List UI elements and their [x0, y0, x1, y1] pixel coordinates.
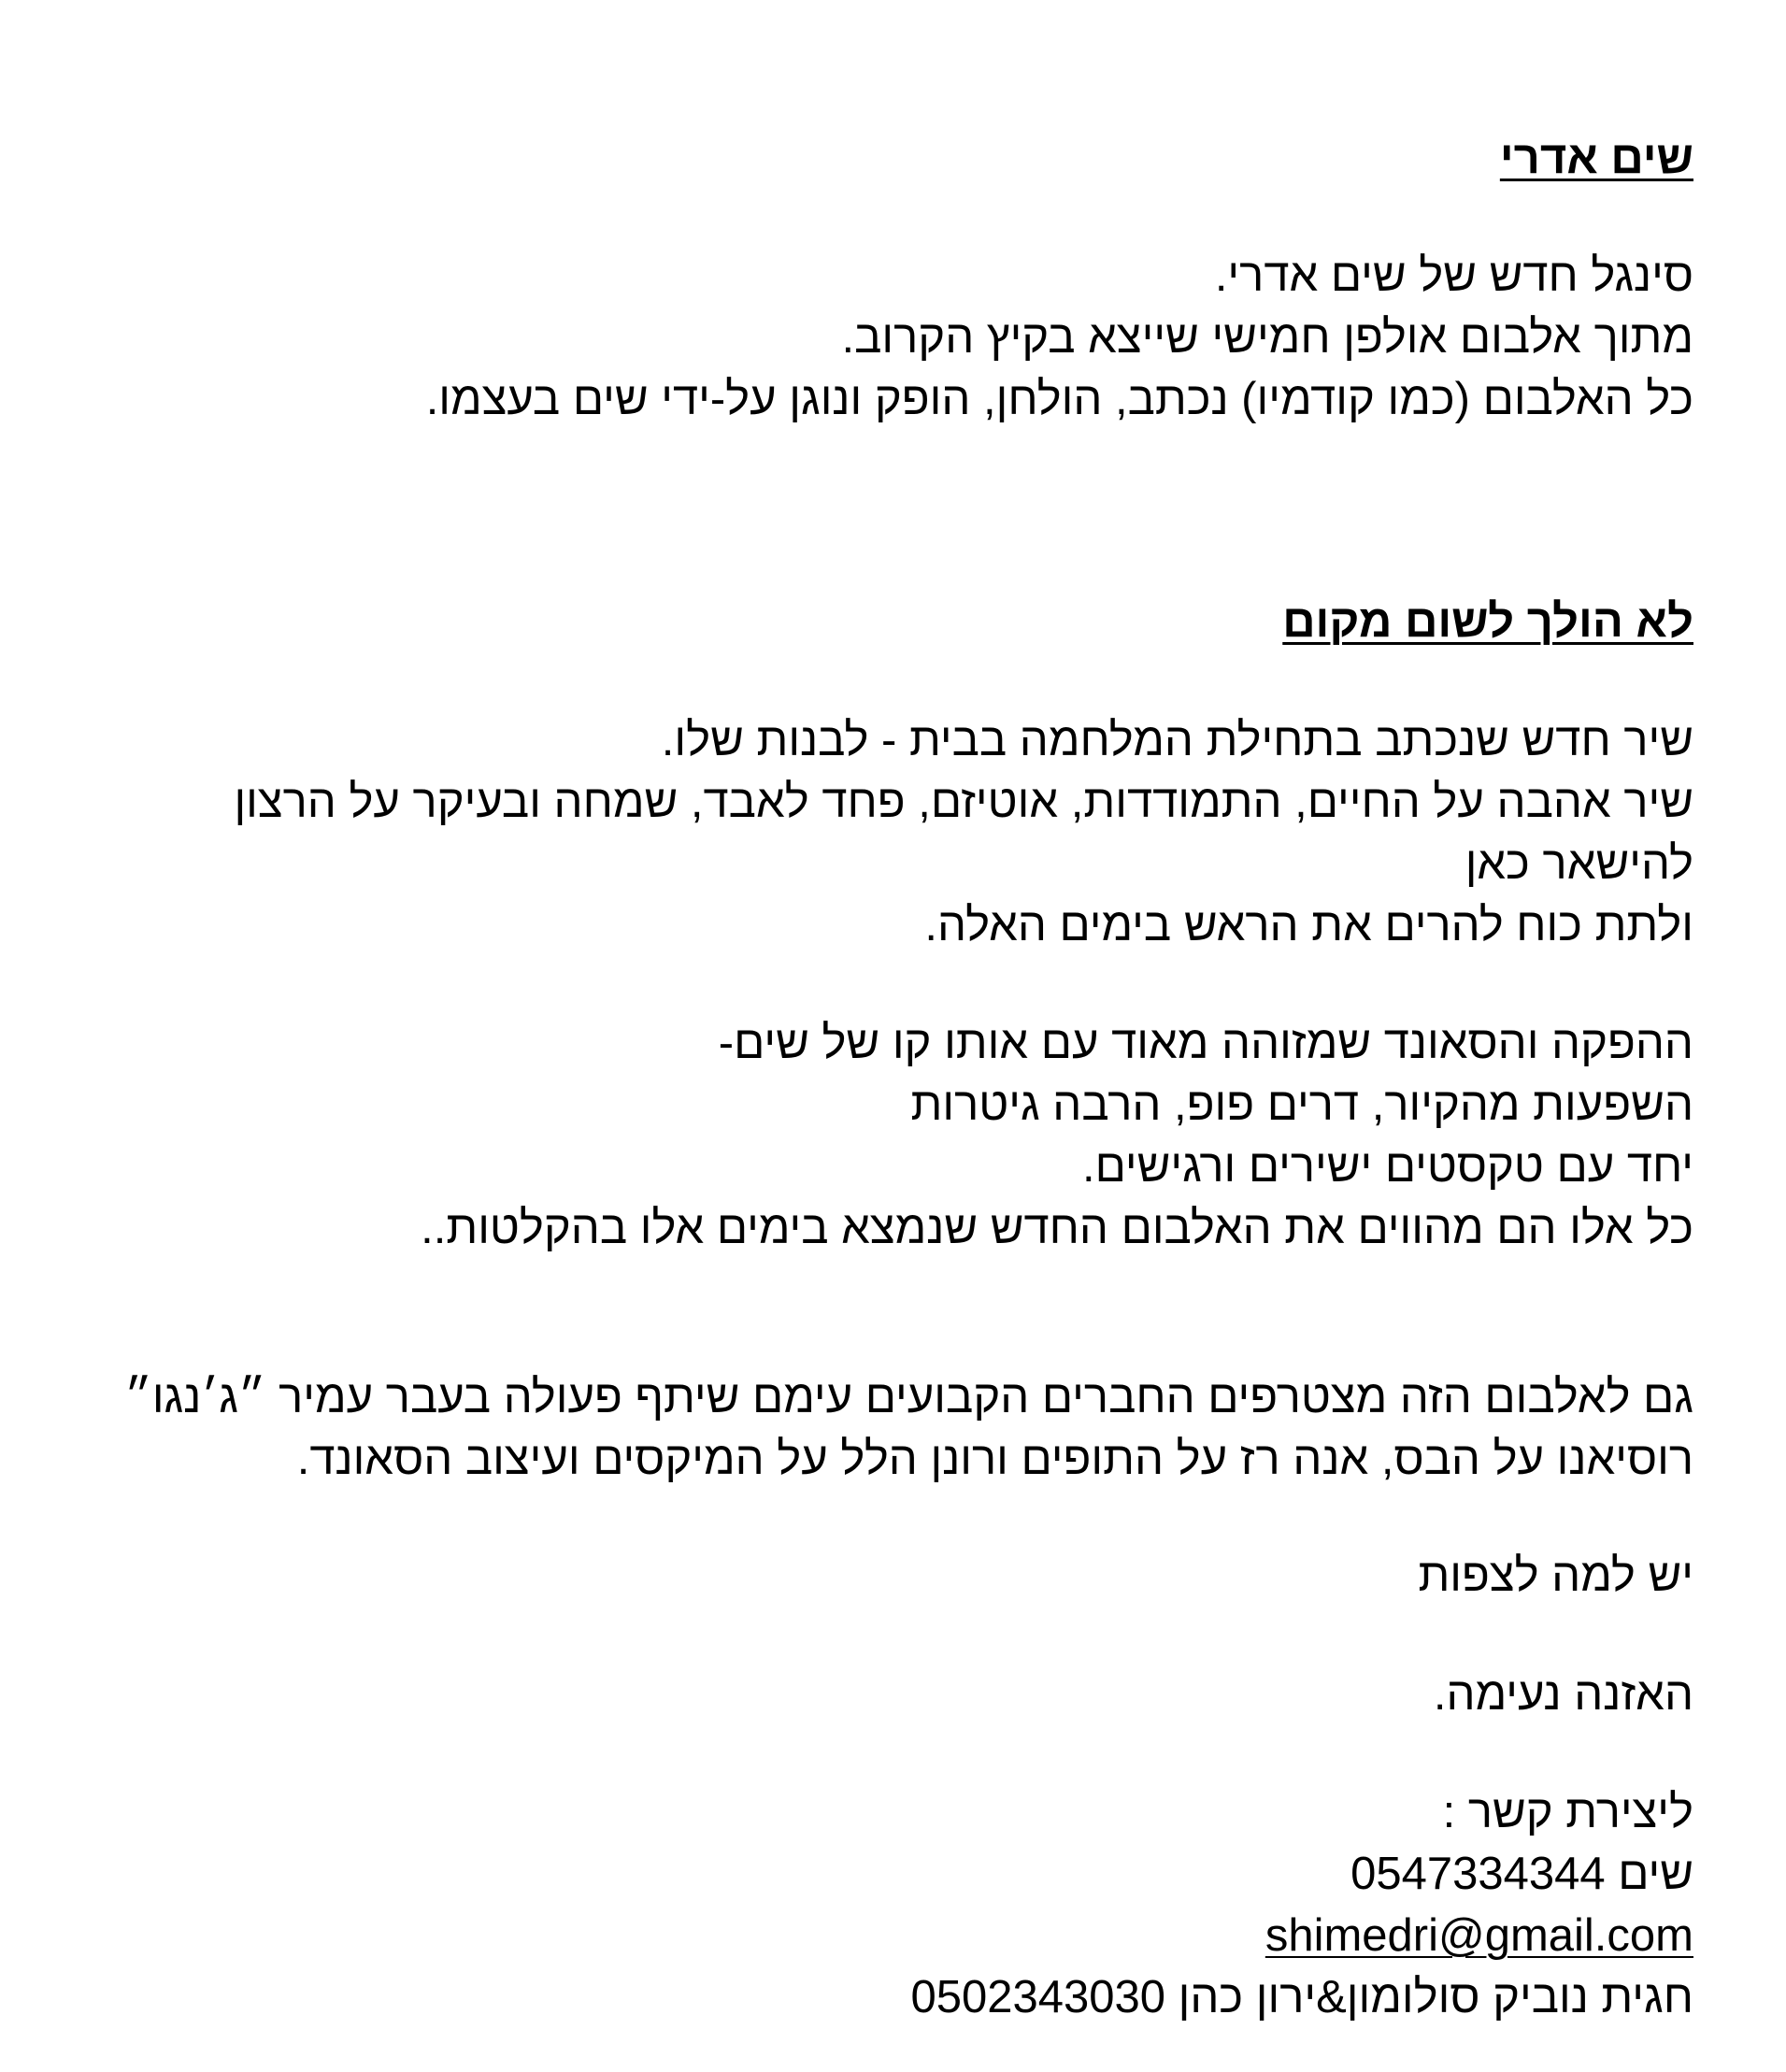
description-line: שיר אהבה על החיים, התמודדות, אוטיזם, פחד לאבד, שמחה ובעיקר על הרצון	[234, 777, 1693, 827]
production-line: כל אלו הם מהווים את האלבום החדש שנמצא בימים אלו בהקלטות..	[421, 1203, 1693, 1253]
contact-label: ליצירת קשר :	[1442, 1787, 1693, 1837]
description-line: שיר חדש שנכתב בתחילת המלחמה בבית - לבנות שלו.	[661, 715, 1693, 765]
description-line: להישאר כאן	[1465, 838, 1693, 889]
song-heading: לא הולך לשום מקום	[1282, 596, 1693, 647]
closing-line: האזנה נעימה.	[1433, 1669, 1693, 1720]
production-line: השפעות מהקיור, דרים פופ, הרבה גיטרות	[910, 1079, 1693, 1130]
intro-line: כל האלבום (כמו קודמיו) נכתב, הולחן, הופק ונוגן על-ידי שים בעצמו.	[425, 374, 1693, 424]
contact-email-link[interactable]: shimedri@gmail.com	[1264, 1910, 1693, 1961]
tagline: יש למה לצפות	[1418, 1550, 1693, 1601]
intro-line: מתוך אלבום אולפן חמישי שייצא בקיץ הקרוב.	[841, 312, 1693, 363]
contact-email-row	[1265, 1905, 1693, 1966]
contact-phone: שים 0547334344	[1350, 1849, 1693, 1899]
production-line: ההפקה והסאונד שמזוהה מאוד עם אותו קו של שים-	[718, 1018, 1693, 1068]
artist-heading: שים אדרי	[1499, 133, 1693, 183]
intro-line: סינגל חדש של שים אדרי.	[1214, 250, 1693, 301]
collaborators-line: גם לאלבום הזה מצטרפים החברים הקבועים עימם שיתף פעולה בעבר עמיר ״ג׳נגו״	[124, 1372, 1693, 1422]
production-line: יחד עם טקסטים ישירים ורגישים.	[1081, 1141, 1693, 1192]
collaborators-line: רוסיאנו על הבס, אנה רז על התופים ורונן הלל על המיקסים ועיצוב הסאונד.	[296, 1434, 1693, 1484]
description-line: ולתת כוח להרים את הראש בימים האלה.	[924, 900, 1693, 950]
contact-pr: חגית נוביק סולומון&ירון כהן 0502343030	[910, 1972, 1693, 2022]
